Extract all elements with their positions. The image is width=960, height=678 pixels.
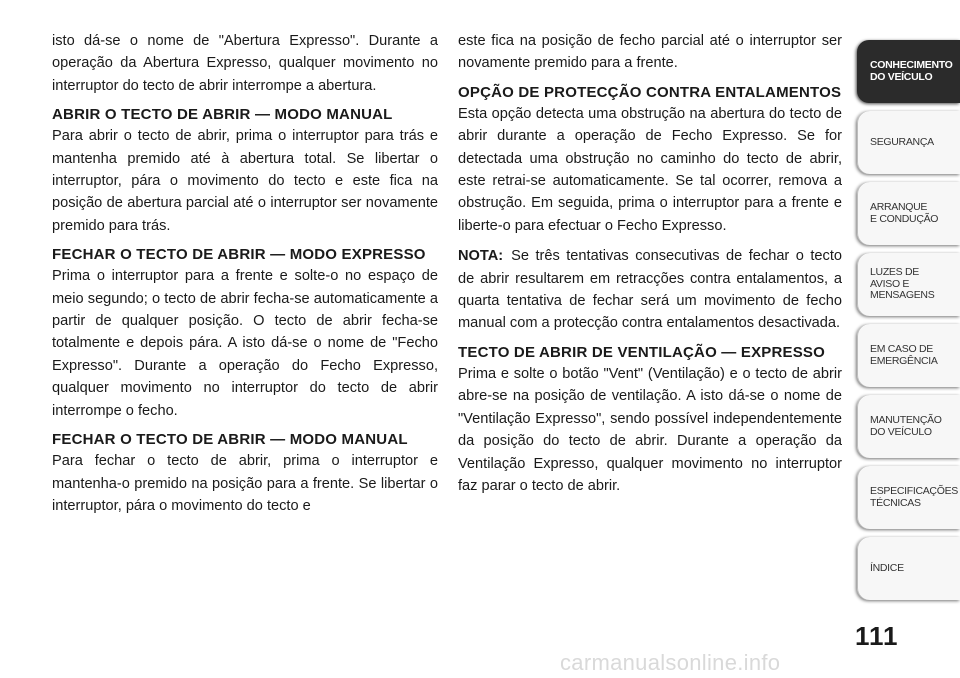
paragraph: Prima e solte o botão "Vent" (Ventilação) e o tecto de abrir abre-se na posição de ventilação. A isto dá-se o nome de "Ventilação Expresso", sendo possível independentemente da posição do tecto de abrir. Durante a operação da Ventilação Expresso, qualquer movimento no interruptor faz parar o tecto de abrir. bbox=[458, 365, 842, 494]
tab-indice[interactable]: ÍNDICE bbox=[857, 537, 960, 600]
section-heading: TECTO DE ABRIR DE VENTILAÇÃO — EXPRESSO bbox=[458, 343, 826, 361]
note-label: NOTA: bbox=[458, 248, 504, 265]
tab-luzes-de-aviso[interactable]: LUZES DE AVISO E MENSAGENS bbox=[857, 253, 960, 316]
section-heading: OPÇÃO DE PROTECÇÃO CONTRA ENTALAMENTOS bbox=[458, 83, 842, 101]
paragraph: Para abrir o tecto de abrir, prima o interruptor para trás e mantenha premido até à abertura total. Se libertar o interruptor, pára o movimento do tecto e este fica na posição de abertura parcial até o interruptor ser novamente premido para trás. bbox=[52, 128, 438, 234]
paragraph: Para fechar o tecto de abrir, prima o interruptor e mantenha-o premido na posição para a frente. Se libertar o interruptor, pára o movimento do tecto e bbox=[52, 453, 438, 514]
paragraph: este fica na posição de fecho parcial até o interruptor ser novamente premido para a frente. bbox=[458, 33, 842, 72]
tab-seguranca[interactable]: SEGURANÇA bbox=[857, 111, 960, 174]
chapter-tabs bbox=[857, 40, 960, 608]
section-heading: FECHAR O TECTO DE ABRIR — MODO EXPRESSO bbox=[52, 246, 426, 264]
tab-manutencao[interactable]: MANUTENÇÃO DO VEÍCULO bbox=[857, 395, 960, 458]
tab-emergencia[interactable]: EM CASO DE EMERGÊNCIA bbox=[857, 324, 960, 387]
left-column bbox=[52, 30, 438, 525]
section-heading: FECHAR O TECTO DE ABRIR — MODO MANUAL bbox=[52, 431, 408, 449]
right-column bbox=[458, 30, 842, 505]
paragraph: Prima o interruptor para a frente e solte-o no espaço de meio segundo; o tecto de abrir fecha-se automaticamente a partir de qualquer posição. O tecto de abrir fecha-se totalmente e depois pára. A isto dá-se o nome de "Fecho Expresso". Durante a operação do Fecho Expresso, qualquer movimento no interruptor do tecto de abrir interrompe o fecho. bbox=[52, 268, 438, 419]
watermark: carmanualsonline.info bbox=[560, 650, 781, 675]
section-heading: ABRIR O TECTO DE ABRIR — MODO MANUAL bbox=[52, 106, 393, 124]
tab-conhecimento-do-veiculo[interactable]: CONHECIMENTO DO VEÍCULO bbox=[857, 40, 960, 103]
note-paragraph bbox=[458, 245, 842, 335]
page-number: 111 bbox=[855, 621, 899, 651]
tab-arranque-e-conducao[interactable]: ARRANQUE E CONDUÇÃO bbox=[857, 182, 960, 245]
paragraph: isto dá-se o nome de "Abertura Expresso". Durante a operação da Abertura Expresso, qualquer movimento no interruptor do tecto de abrir interrompe a abertura. bbox=[52, 33, 438, 94]
tab-especificacoes-tecnicas[interactable]: ESPECIFICAÇÕES TÉCNICAS bbox=[857, 466, 960, 529]
note-text: Se três tentativas consecutivas de fechar o tecto de abrir resultarem em retracções contra entalamentos, a quarta tentativa de fechar será um movimento de fecho manual com a protecção contra entalamentos desactivada. bbox=[458, 248, 842, 332]
paragraph: Esta opção detecta uma obstrução na abertura do tecto de abrir durante a operação de Fecho Expresso. Se for detectada uma obstrução no caminho do tecto de abrir, este retrai-se automaticamente. Se tal ocorrer, remova a obstrução. Em seguida, prima o interruptor para a frente e liberte-o para efectuar o Fecho Expresso. bbox=[458, 105, 842, 234]
